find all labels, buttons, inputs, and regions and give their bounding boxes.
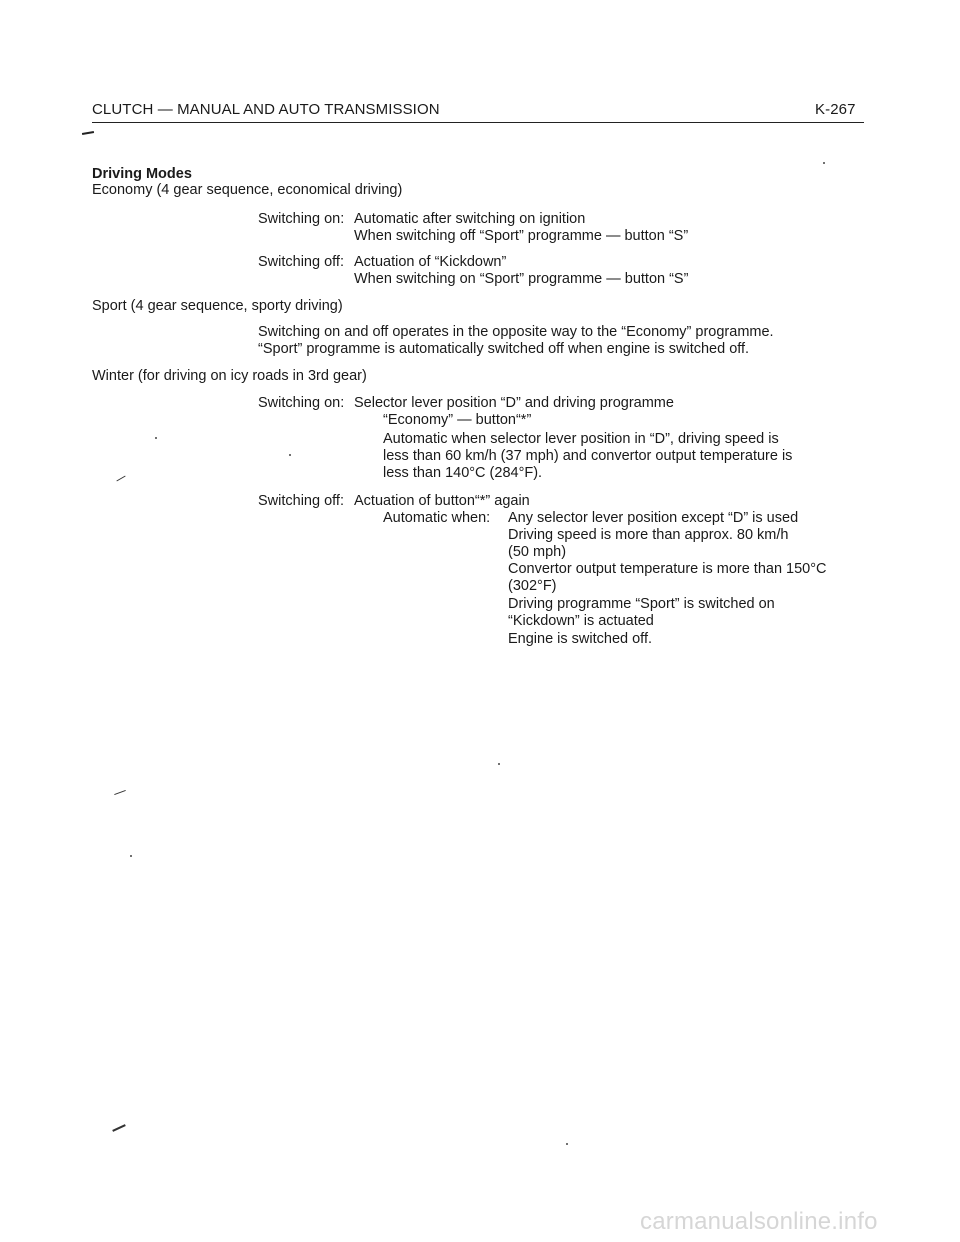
winter-off-line: Actuation of button“*” again	[354, 493, 530, 509]
economy-off-label: Switching off:	[258, 254, 344, 270]
winter-condition: Driving programme “Sport” is switched on	[508, 596, 775, 612]
winter-auto-label: Automatic when:	[383, 510, 491, 526]
winter-condition: (302°F)	[508, 578, 557, 594]
watermark: carmanualsonline.info	[640, 1208, 878, 1235]
scan-dot	[155, 437, 157, 439]
scan-mark	[116, 476, 125, 482]
economy-on-line: Automatic after switching on ignition	[354, 211, 586, 227]
winter-title: Winter (for driving on icy roads in 3rd gear)	[92, 368, 367, 384]
sport-line: Switching on and off operates in the opposite way to the “Economy” programme.	[258, 324, 774, 340]
winter-on-label: Switching on:	[258, 395, 345, 411]
running-header: CLUTCH — MANUAL AND AUTO TRANSMISSION	[92, 101, 440, 118]
section-heading: Driving Modes	[92, 166, 192, 182]
economy-on-line: When switching off “Sport” programme — button “S”	[354, 228, 689, 244]
scan-dot	[566, 1143, 568, 1145]
sport-line: “Sport” programme is automatically switched off when engine is switched off.	[258, 341, 750, 357]
winter-condition: Any selector lever position except “D” is used	[508, 510, 799, 526]
winter-on-line: less than 140°C (284°F).	[383, 465, 543, 481]
economy-off-line: Actuation of “Kickdown”	[354, 254, 507, 270]
winter-on-line: Selector lever position “D” and driving programme	[354, 395, 674, 411]
winter-condition: Driving speed is more than approx. 80 km/h	[508, 527, 789, 543]
winter-on-line: “Economy” — button“*”	[383, 412, 532, 428]
sport-title: Sport (4 gear sequence, sporty driving)	[92, 298, 343, 314]
winter-condition: “Kickdown” is actuated	[508, 613, 654, 629]
economy-title: Economy (4 gear sequence, economical driving)	[92, 182, 403, 198]
scan-mark	[112, 1124, 126, 1132]
winter-off-label: Switching off:	[258, 493, 344, 509]
economy-off-line: When switching on “Sport” programme — button “S”	[354, 271, 689, 287]
scan-dot	[823, 162, 825, 164]
page-number: K-267	[815, 101, 856, 118]
winter-on-line: less than 60 km/h (37 mph) and convertor output temperature is	[383, 448, 793, 464]
scan-mark	[114, 790, 126, 795]
scan-dot	[498, 763, 500, 765]
winter-on-line: Automatic when selector lever position in “D”, driving speed is	[383, 431, 779, 447]
scan-mark	[82, 131, 94, 135]
scan-dot	[289, 454, 291, 456]
header-rule	[92, 122, 864, 123]
winter-condition: Engine is switched off.	[508, 631, 653, 647]
economy-on-label: Switching on:	[258, 211, 345, 227]
winter-condition: (50 mph)	[508, 544, 567, 560]
scan-dot	[130, 855, 132, 857]
winter-condition: Convertor output temperature is more than 150°C	[508, 561, 827, 577]
